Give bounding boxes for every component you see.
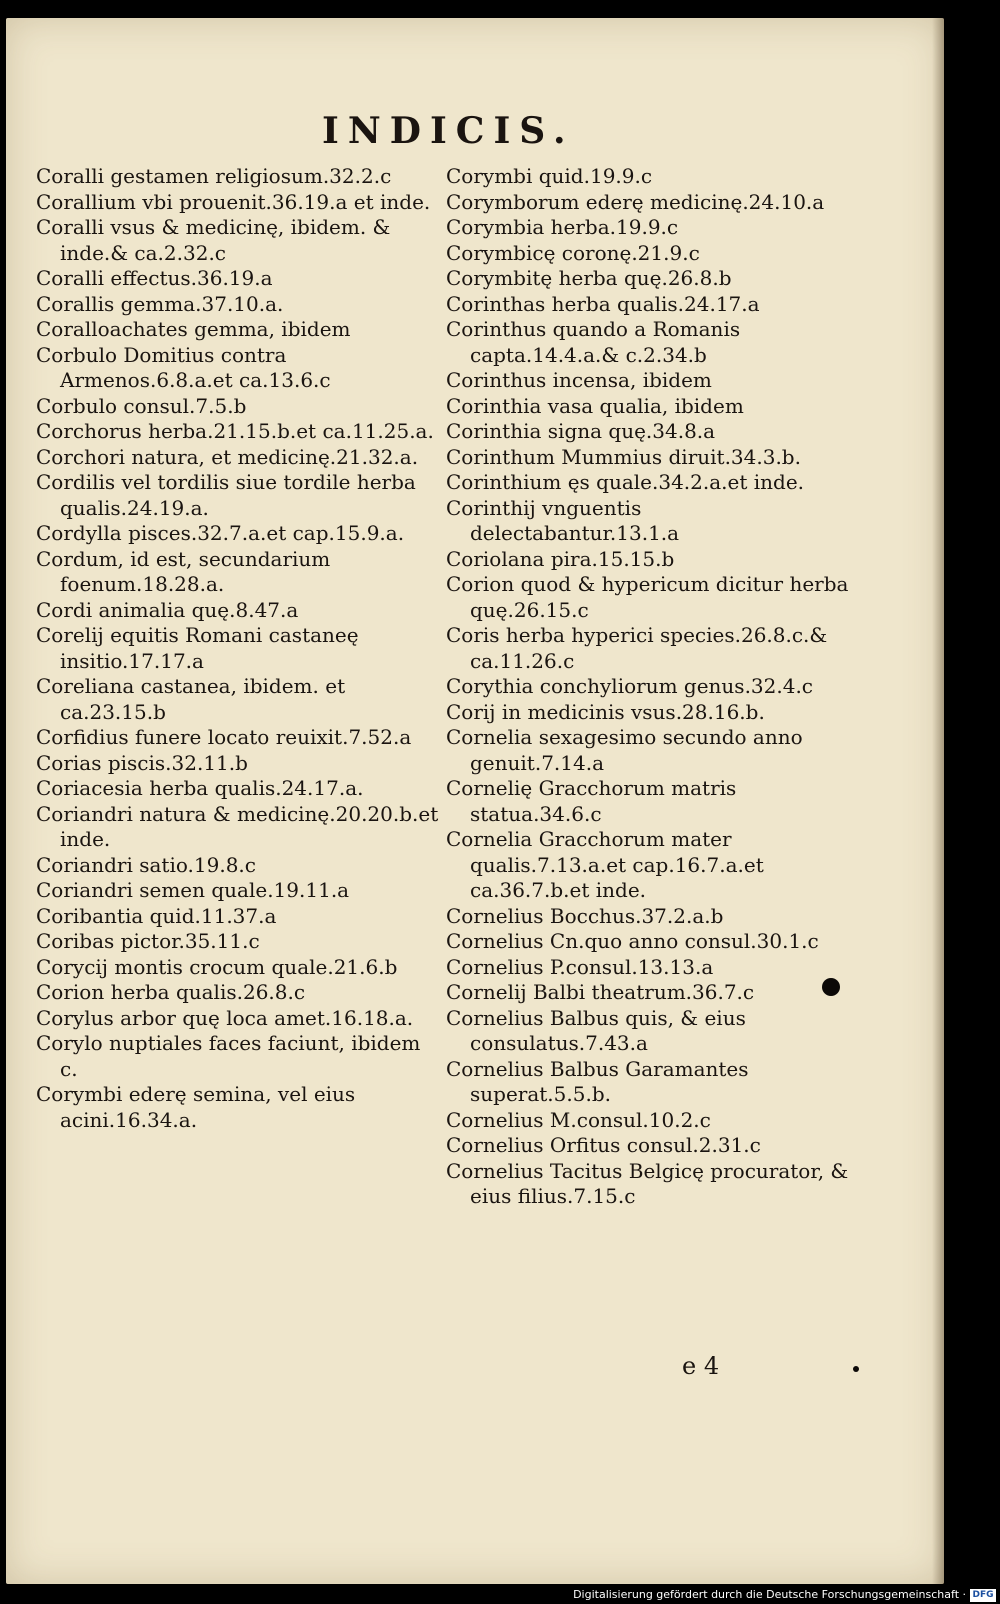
index-entry: Cornelius Balbus Garamantes superat.5.5.b. xyxy=(446,1056,749,1106)
index-entry: Cornelius Cn.quo anno consul.30.1.c xyxy=(446,929,819,953)
index-entry: Cordi animalia quę.8.47.a xyxy=(36,597,299,622)
index-entry: Corylus arbor quę loca amet.16.18.a. xyxy=(36,1005,414,1030)
index-entry: Corymbicę coronę.21.9.c xyxy=(446,240,700,265)
dfg-logo: DFG xyxy=(970,1589,996,1602)
index-entry: Coralloachates gemma, ibidem xyxy=(36,317,351,341)
index-entry: Coriandri satio.19.8.c xyxy=(36,852,256,877)
index-entry: Corelij equitis Romani castaneę insitio.17.17.a xyxy=(36,623,359,673)
index-entry: Coris herba hyperici species.26.8.c.& ca.11.26.c xyxy=(446,623,828,673)
index-entry: Cornelius Tacitus Belgicę procurator, & eius filius.7.15.c xyxy=(446,1158,849,1208)
index-entry: Corinthus incensa, ibidem xyxy=(446,368,712,392)
index-entry: Cornelia Gracchorum mater qualis.7.13.a.et cap.16.7.a.et ca.36.7.b.et inde. xyxy=(446,827,764,902)
left-index-column xyxy=(36,164,441,1133)
index-entry: Coribantia quid.11.37.a xyxy=(36,903,277,928)
index-entry: Corymborum ederę medicinę.24.10.a xyxy=(446,189,825,214)
funding-notice: Digitalisierung gefördert durch die Deutsche Forschungsgemeinschaft · xyxy=(573,1588,966,1601)
index-entry: Corinthium ęs quale.34.2.a.et inde. xyxy=(446,470,805,494)
index-entry: Cordum, id est, secundarium foenum.18.28.a. xyxy=(36,546,331,596)
index-entry: Corbulo consul.7.5.b xyxy=(36,393,247,418)
index-entry: Corbulo Domitius contra Armenos.6.8.a.et ca.13.6.c xyxy=(36,342,331,392)
footer-bar xyxy=(0,1588,1000,1604)
book-page xyxy=(6,18,944,1584)
index-entry: Corion herba qualis.26.8.c xyxy=(36,980,306,1004)
index-entry: Corinthus quando a Romanis capta.14.4.a.& c.2.34.b xyxy=(446,317,741,367)
index-entry: Corythia conchyliorum genus.32.4.c xyxy=(446,674,814,698)
index-entry: Corinthum Mummius diruit.34.3.b. xyxy=(446,444,801,469)
index-entry: Corymbi ederę semina, vel eius acini.16.34.a. xyxy=(36,1082,356,1132)
ink-blot xyxy=(822,978,840,996)
right-index-column xyxy=(446,164,851,1210)
index-entry: Cornelius M.consul.10.2.c xyxy=(446,1107,711,1132)
index-entry: Corchori natura, et medicinę.21.32.a. xyxy=(36,444,419,469)
index-entry: Cornelius Orfitus consul.2.31.c xyxy=(446,1133,761,1157)
index-entry: Corchorus herba.21.15.b.et ca.11.25.a. xyxy=(36,419,434,443)
index-entry: Coriolana pira.15.15.b xyxy=(446,546,675,571)
index-entry: Corfidius funere locato reuixit.7.52.a xyxy=(36,725,412,749)
index-entry: Corymbitę herba quę.26.8.b xyxy=(446,266,732,290)
index-entry: Coreliana castanea, ibidem. et ca.23.15.b xyxy=(36,674,346,724)
index-entry: Cornelia sexagesimo secundo anno genuit.7.14.a xyxy=(446,725,803,775)
index-entry: Coriacesia herba qualis.24.17.a. xyxy=(36,776,364,800)
index-entry: Cornelius Bocchus.37.2.a.b xyxy=(446,903,724,928)
index-entry: Coralli vsus & medicinę, ibidem. & inde.& ca.2.32.c xyxy=(36,215,391,265)
index-entry: Corinthas herba qualis.24.17.a xyxy=(446,291,760,316)
index-entry: Corinthia signa quę.34.8.a xyxy=(446,419,716,443)
ink-speck xyxy=(853,1366,859,1372)
index-entry: Cordylla pisces.32.7.a.et cap.15.9.a. xyxy=(36,521,405,545)
index-entry: Corinthij vnguentis delectabantur.13.1.a xyxy=(446,495,680,545)
index-entry: Coribas pictor.35.11.c xyxy=(36,929,260,953)
index-entry: Cornelius Balbus quis, & eius consulatus.7.43.a xyxy=(446,1005,746,1055)
index-entry: Corylo nuptiales faces faciunt, ibidem c. xyxy=(36,1031,421,1081)
index-entry: Coriandri semen quale.19.11.a xyxy=(36,878,350,902)
index-entry: Corij in medicinis vsus.28.16.b. xyxy=(446,699,765,724)
index-entry: Corymbia herba.19.9.c xyxy=(446,215,679,239)
index-entry: Cornelij Balbi theatrum.36.7.c xyxy=(446,980,755,1004)
index-entry: Corycij montis crocum quale.21.6.b xyxy=(36,954,398,979)
page-header: INDICIS. xyxy=(322,110,575,152)
index-entry: Cornelius P.consul.13.13.a xyxy=(446,954,714,979)
index-entry: Corias piscis.32.11.b xyxy=(36,750,248,775)
signature-mark: e 4 xyxy=(682,1352,720,1380)
index-entry: Corinthia vasa qualia, ibidem xyxy=(446,393,744,418)
index-entry: Corallium vbi prouenit.36.19.a et inde. xyxy=(36,189,431,214)
index-entry: Coralli gestamen religiosum.32.2.c xyxy=(36,164,392,188)
index-entry: Cornelię Gracchorum matris statua.34.6.c xyxy=(446,776,737,826)
index-entry: Coriandri natura & medicinę.20.20.b.et inde. xyxy=(36,801,439,851)
index-entry: Corymbi quid.19.9.c xyxy=(446,164,653,188)
index-entry: Corallis gemma.37.10.a. xyxy=(36,291,284,316)
index-entry: Cordilis vel tordilis siue tordile herba qualis.24.19.a. xyxy=(36,470,416,520)
index-entry: Corion quod & hypericum dicitur herba quę.26.15.c xyxy=(446,572,849,622)
index-entry: Coralli effectus.36.19.a xyxy=(36,266,273,290)
